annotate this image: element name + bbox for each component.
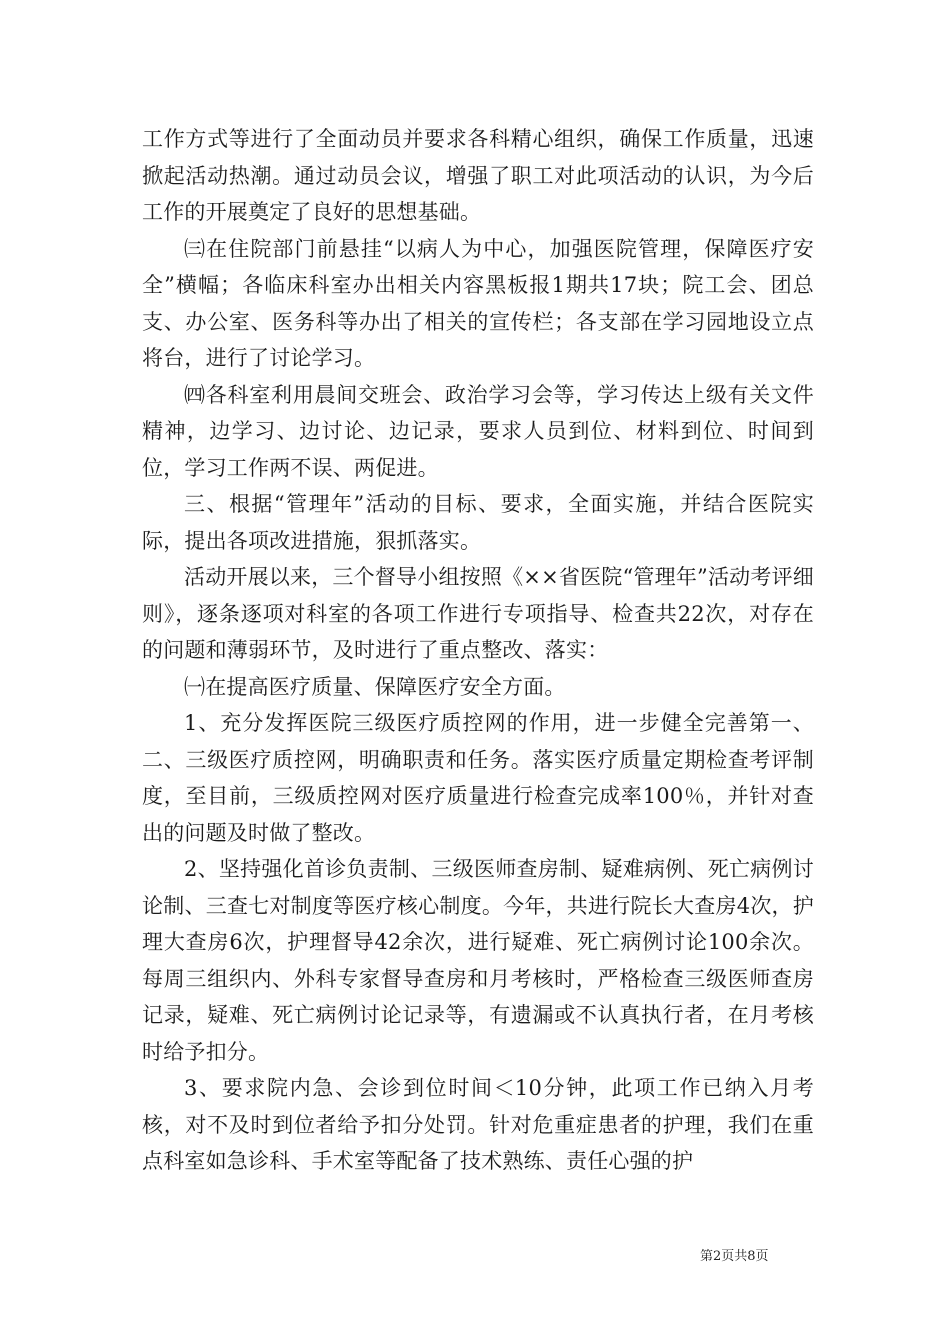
paragraph-9: 3、要求院内急、会诊到位时间＜10分钟，此项工作已纳入月考核，对不及时到位者给予扣分处罚。针对危重症患者的护理，我们在重点科室如急诊科、手术室等配备了技术熟练、责任心强的护 (142, 1076, 814, 1173)
paragraph-6: ㈠在提高医疗质量、保障医疗安全方面。 (184, 674, 566, 699)
document-body (142, 121, 814, 1180)
paragraph-8: 2、坚持强化首诊负责制、三级医师查房制、疑难病例、死亡病例讨论制、三查七对制度等医疗核心制度。今年，共进行院长大查房4次，护理大查房6次，护理督导42余次，进行疑难、死亡病例讨论100余次。每周三组织内、外科专家督导查房和月考核时，严格检查三级医师查房记录，疑难、死亡病例讨论记录等，有遗漏或不认真执行者，在月考核时给予扣分。 (142, 857, 814, 1064)
paragraph-7: 1、充分发挥医院三级医疗质控网的作用，进一步健全完善第一、二、三级医疗质控网，明确职责和任务。落实医疗质量定期检查考评制度，至目前，三级质控网对医疗质量进行检查完成率100％，并针对查出的问题及时做了整改。 (142, 711, 814, 845)
page-number-footer: 第2页共8页 (700, 1249, 769, 1264)
paragraph-3: ㈣各科室利用晨间交班会、政治学习会等，学习传达上级有关文件精神，边学习、边讨论、边记录，要求人员到位、材料到位、时间到位，学习工作两不误、两促进。 (142, 382, 814, 480)
paragraph-4: 三、根据“管理年”活动的目标、要求，全面实施，并结合医院实际，提出各项改进措施，狠抓落实。 (142, 492, 814, 553)
paragraph-2: ㈢在住院部门前悬挂“以病人为中心，加强医院管理，保障医疗安全”横幅；各临床科室办出相关内容黑板报1期共17块；院工会、团总支、办公室、医务科等办出了相关的宣传栏；各支部在学习园地设立点将台，进行了讨论学习。 (142, 236, 814, 370)
paragraph-5: 活动开展以来，三个督导小组按照《××省医院“管理年”活动考评细则》，逐条逐项对科室的各项工作进行专项指导、检查共22次，对存在的问题和薄弱环节，及时进行了重点整改、落实： (142, 565, 814, 662)
paragraph-1: 工作方式等进行了全面动员并要求各科精心组织，确保工作质量，迅速掀起活动热潮。通过动员会议，增强了职工对此项活动的认识，为今后工作的开展奠定了良好的思想基础。 (142, 127, 814, 224)
